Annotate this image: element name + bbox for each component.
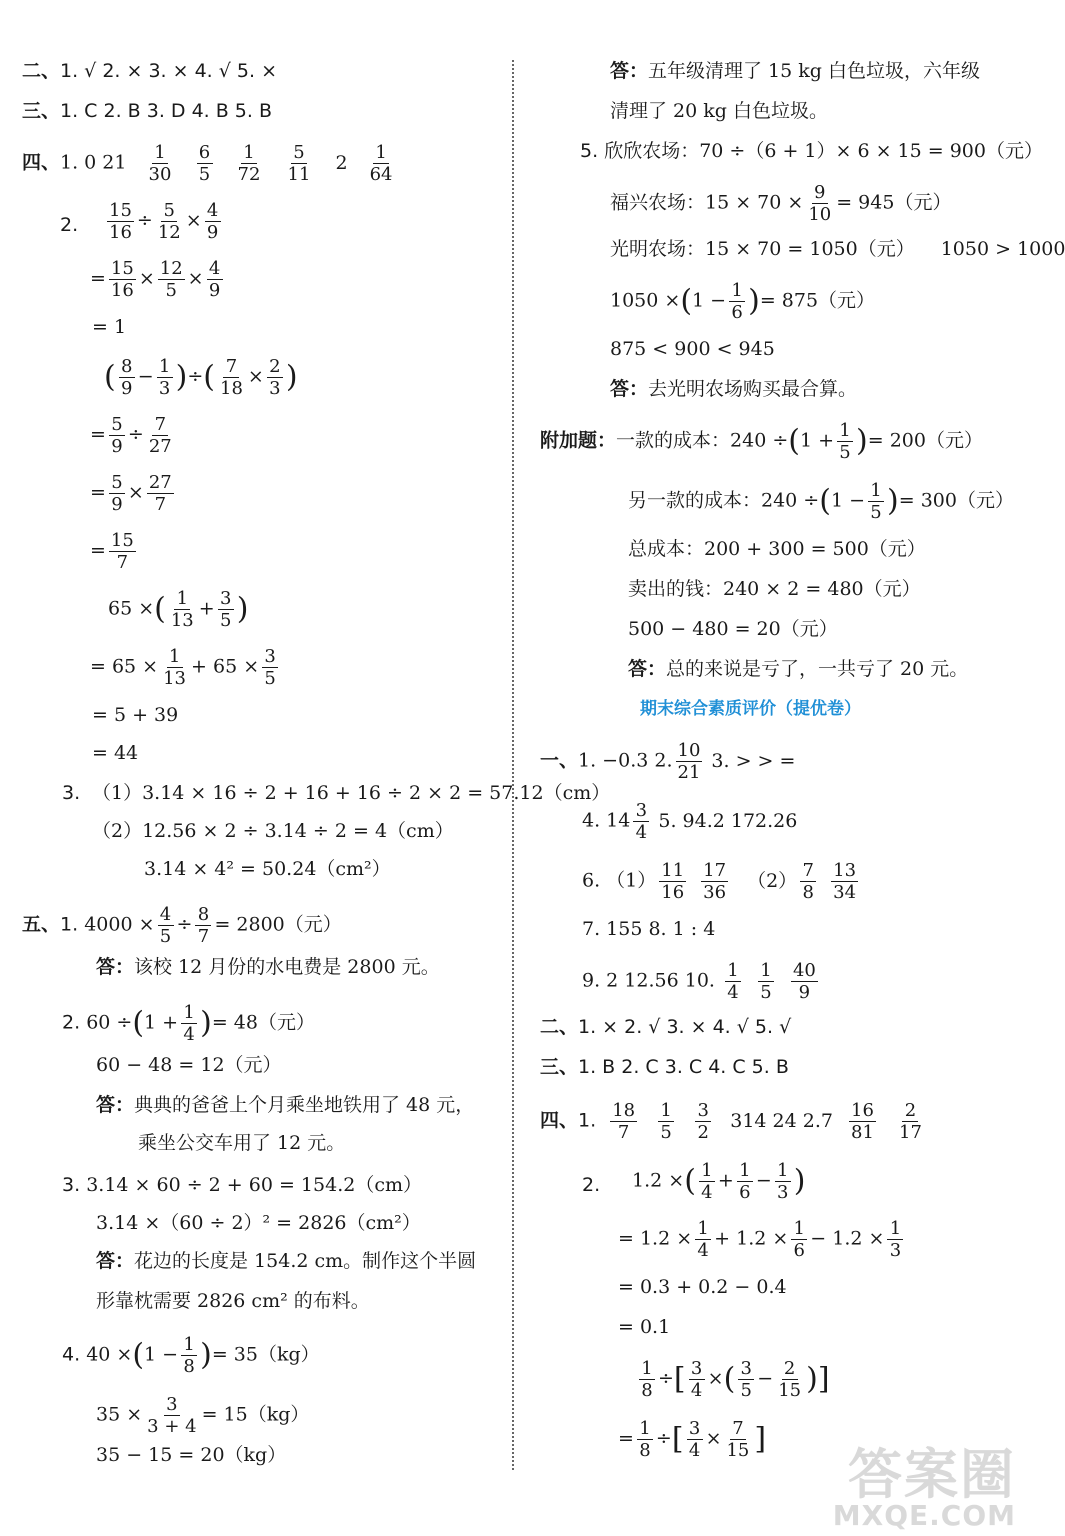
q5-line-3: 光明农场：15 × 70 = 1050（元） 1050 > 1000 — [610, 238, 1065, 260]
fraction: $\frac{15}{16}$ — [110, 258, 134, 301]
fraction: $\frac{1}{64}$ — [369, 142, 393, 185]
fraction: $\frac{3}{4}$ — [687, 1418, 703, 1461]
q5-line-4: 1050 ×(1 − $\frac{1}{6}$ )= 875（元） — [610, 280, 876, 323]
fraction: $\frac{2}{3}$ — [267, 356, 283, 399]
q4-line-2: 35 × $\frac{3}{3 + 4}$ = 15（kg） — [96, 1394, 310, 1437]
q5-line-1: 5. 欣欣农场：70 ÷（6 + 1）× 6 × 15 = 900（元） — [580, 140, 1043, 162]
fraction: $\frac{16}{81}$ — [851, 1100, 874, 1143]
fraction: $\frac{18}{7}$ — [612, 1100, 636, 1143]
fraction: $\frac{4}{9}$ — [207, 258, 223, 301]
column-divider — [512, 60, 514, 1470]
fraction: $\frac{9}{10}$ — [808, 182, 832, 225]
extra-line-1: 附加题：一款的成本：240 ÷(1 + $\frac{1}{5}$ )= 200（元） — [540, 420, 983, 463]
fraction: $\frac{7}{18}$ — [220, 356, 243, 399]
fraction: $\frac{1}{3}$ — [887, 1218, 903, 1261]
answer-1: 答：该校 12 月份的水电费是 2800 元。 — [96, 956, 440, 978]
section-5-q1: 五、1. 4000 × $\frac{4}{5}$ ÷ $\frac{8}{7}$ = 2800（元） — [22, 904, 342, 947]
fraction: $\frac{1}{5}$ — [868, 480, 884, 523]
expr-line-6: = $\frac{5}{9}$ × $\frac{27}{7}$ — [90, 472, 172, 515]
answer-2-cont: 乘坐公交车用了 12 元。 — [138, 1132, 346, 1154]
fraction: $\frac{2}{15}$ — [778, 1358, 802, 1401]
section-label: 四、 — [540, 1109, 579, 1132]
part1-line-2: 4. 14 $\frac{3}{4}$ 5. 94.2 172.26 — [582, 800, 798, 843]
extra-answer: 答：总的来说是亏了，一共亏了 20 元。 — [628, 658, 969, 680]
fraction: $\frac{15}{16}$ — [109, 200, 132, 243]
fraction: $\frac{13}{34}$ — [833, 860, 857, 903]
fraction: $\frac{1}{30}$ — [148, 142, 172, 185]
part4-expr-6: = $\frac{1}{8}$ ÷[ $\frac{3}{4}$ × $\frac{7}{15}$ ] — [618, 1418, 767, 1461]
fraction: $\frac{2}{17}$ — [899, 1100, 922, 1143]
fraction: $\frac{1}{4}$ — [695, 1218, 711, 1261]
fraction: $\frac{1}{13}$ — [163, 646, 187, 689]
answer-value: 2 — [335, 151, 348, 174]
fraction: $\frac{11}{16}$ — [661, 860, 685, 903]
fraction: $\frac{40}{9}$ — [792, 960, 816, 1003]
extra-line-2: 另一款的成本：240 ÷(1 − $\frac{1}{5}$ )= 300（元） — [628, 480, 1014, 523]
fraction: $\frac{4}{9}$ — [205, 200, 221, 243]
part4-expr-3: = 0.3 + 0.2 − 0.4 — [618, 1276, 787, 1298]
expr-line-11: = 44 — [92, 742, 139, 764]
fraction: $\frac{1}{13}$ — [170, 588, 194, 631]
fraction: $\frac{1}{8}$ — [639, 1358, 655, 1401]
section-label: 五、 — [22, 913, 61, 936]
section-2-answers — [22, 58, 277, 84]
fraction: $\frac{7}{8}$ — [800, 860, 816, 903]
part4-expr-2: = 1.2 × $\frac{1}{4}$ + 1.2 × $\frac{1}{6}$ − 1.2 × $\frac{1}{3}$ — [618, 1218, 906, 1261]
question-number: 3. — [62, 782, 81, 804]
question-number: 2. — [60, 214, 79, 236]
fraction: $\frac{3}{5}$ — [218, 588, 234, 631]
q2-line-2: 60 − 48 = 12（元） — [96, 1054, 282, 1076]
answer-4: 答：五年级清理了 15 kg 白色垃圾，六年级 — [610, 60, 980, 82]
fraction: $\frac{1}{5}$ — [658, 1100, 674, 1143]
q4-line-3: 35 − 15 = 20（kg） — [96, 1444, 287, 1466]
section-5-q3: 3. 3.14 × 60 ÷ 2 + 60 = 154.2（cm） — [62, 1174, 422, 1196]
fraction: $\frac{3}{4}$ — [633, 800, 649, 843]
expr-line-7: = $\frac{15}{7}$ — [90, 530, 134, 573]
section-label: 附加题： — [540, 429, 617, 452]
fraction: $\frac{15}{7}$ — [110, 530, 134, 573]
fraction: $\frac{1}{4}$ — [699, 1160, 715, 1203]
fraction: $\frac{12}{5}$ — [159, 258, 183, 301]
fraction: $\frac{5}{9}$ — [109, 414, 125, 457]
fraction: $\frac{3}{5}$ — [738, 1358, 754, 1401]
expr-line-8: 65 ×( $\frac{1}{13}$ + $\frac{3}{5}$ ) — [108, 588, 249, 631]
answers-text: 1. C 2. B 3. D 4. B 5. B — [60, 100, 273, 122]
fraction: $\frac{3}{5}$ — [262, 646, 278, 689]
fraction: $\frac{1}{6}$ — [737, 1160, 753, 1203]
exam-title: 期末综合素质评价（提优卷） — [640, 699, 861, 719]
q3-line-1: （1）3.14 × 16 ÷ 2 + 16 + 16 ÷ 2 × 2 = 57.12（cm） — [92, 782, 611, 804]
part3-answers: 三、1. B 2. C 3. C 4. C 5. B — [540, 1056, 789, 1078]
fraction: $\frac{1}{6}$ — [729, 280, 745, 323]
q3-line-2: （2）12.56 × 2 ÷ 3.14 ÷ 2 = 4（cm） — [92, 820, 454, 842]
fraction: $\frac{1}{4}$ — [725, 960, 741, 1003]
fraction: $\frac{5}{11}$ — [287, 142, 311, 185]
section-3-answers — [22, 98, 272, 124]
expr-line-2: = $\frac{15}{16}$ × $\frac{12}{5}$ × $\frac{4}{9}$ — [90, 258, 226, 301]
extra-line-5: 500 − 480 = 20（元） — [628, 618, 838, 640]
fraction: $\frac{3}{2}$ — [695, 1100, 711, 1143]
q3-line-3: 3.14 × 4² = 50.24（cm²） — [144, 858, 391, 880]
q5-answer: 答：去光明农场购买最合算。 — [610, 378, 858, 400]
answers-text: 1. √ 2. × 3. × 4. √ 5. × — [60, 60, 277, 82]
section-4-q1 — [22, 142, 398, 185]
fraction: $\frac{27}{7}$ — [148, 472, 172, 515]
question-number: 2. — [582, 1174, 601, 1196]
fraction: $\frac{6}{5}$ — [197, 142, 213, 185]
fraction: $\frac{1}{8}$ — [181, 1334, 197, 1377]
expr-line-4: ( $\frac{8}{9}$ − $\frac{1}{3}$ )÷( $\frac{7}{18}$ × $\frac{2}{3}$ ) — [104, 356, 298, 399]
q1-prefix: 1. 0 21 — [60, 151, 127, 174]
fraction: $\frac{8}{7}$ — [195, 904, 211, 947]
fraction: $\frac{4}{5}$ — [158, 904, 174, 947]
fraction: $\frac{1}{72}$ — [237, 142, 261, 185]
fraction: $\frac{3}{4}$ — [689, 1358, 705, 1401]
section-5-q4: 4. 40 ×(1 − $\frac{1}{8}$ )= 35（kg） — [62, 1334, 320, 1377]
part1-line-5: 9. 2 12.56 10. $\frac{1}{4}$ $\frac{1}{5}$ $\frac{40}{9}$ — [582, 960, 816, 1003]
answer-4-cont: 清理了 20 kg 白色垃圾。 — [610, 100, 828, 122]
fraction: $\frac{8}{9}$ — [119, 356, 135, 399]
fraction: $\frac{1}{8}$ — [637, 1418, 653, 1461]
fraction: $\frac{5}{12}$ — [157, 200, 181, 243]
answer-3: 答：花边的长度是 154.2 cm。制作这个半圆 — [96, 1250, 477, 1272]
expr-line-3: = 1 — [92, 316, 127, 338]
part1-line-1: 一、1. −0.3 2. $\frac{10}{21}$ 3. > > = — [540, 740, 796, 783]
watermark-logo: 答案圈 MXQE.COM — [832, 1443, 1016, 1532]
extra-line-3: 总成本：200 + 300 = 500（元） — [628, 538, 926, 560]
section-label: 一、 — [540, 749, 579, 772]
fraction: $\frac{1}{3}$ — [157, 356, 173, 399]
fraction: $\frac{1}{4}$ — [181, 1002, 197, 1045]
expr-line-1: $\frac{15}{16}$ ÷ $\frac{5}{12}$ × $\frac{4}{9}$ — [104, 200, 224, 243]
fraction: $\frac{1}{6}$ — [791, 1218, 807, 1261]
section-label: 四、 — [22, 151, 61, 174]
part4-expr-5: $\frac{1}{8}$ ÷[ $\frac{3}{4}$ ×( $\frac{3}{5}$ − $\frac{2}{15}$ )] — [636, 1358, 830, 1401]
part1-line-4: 7. 155 8. 1 : 4 — [582, 918, 716, 940]
fraction: $\frac{7}{27}$ — [148, 414, 172, 457]
q5-line-5: 875 < 900 < 945 — [610, 338, 775, 360]
expr-line-5: = $\frac{5}{9}$ ÷ $\frac{7}{27}$ — [90, 414, 172, 457]
part2-answers: 二、1. × 2. √ 3. × 4. √ 5. √ — [540, 1016, 792, 1038]
part1-line-3: 6. （1） $\frac{11}{16}$ $\frac{17}{36}$ （2） $\frac{7}{8}$ $\frac{13}{34}$ — [582, 860, 857, 903]
part4-expr-4: = 0.1 — [618, 1316, 671, 1338]
fraction: $\frac{3}{3 + 4}$ — [147, 1394, 197, 1437]
fraction: $\frac{1}{5}$ — [837, 420, 853, 463]
answer-2: 答：典典的爸爸上个月乘坐地铁用了 48 元， — [96, 1094, 475, 1116]
fraction: $\frac{1}{5}$ — [758, 960, 774, 1003]
section-label: 二、 — [22, 60, 61, 82]
part4-expr-1: 1.2 ×( $\frac{1}{4}$ + $\frac{1}{6}$ − $\frac{1}{3}$ ) — [632, 1160, 806, 1203]
section-5-q2: 2. 60 ÷(1 + $\frac{1}{4}$ )= 48（元） — [62, 1002, 315, 1045]
section-label: 三、 — [22, 100, 61, 122]
expr-line-9: = 65 × $\frac{1}{13}$ + 65 × $\frac{3}{5}$ — [90, 646, 281, 689]
fraction: $\frac{10}{21}$ — [677, 740, 701, 783]
expr-line-10: = 5 + 39 — [92, 704, 179, 726]
fraction: $\frac{7}{15}$ — [726, 1418, 750, 1461]
q3-line-2: 3.14 ×（60 ÷ 2）² = 2826（cm²） — [96, 1212, 421, 1234]
extra-line-4: 卖出的钱：240 × 2 = 480（元） — [628, 578, 921, 600]
q5-line-2: 福兴农场：15 × 70 × $\frac{9}{10}$ = 945（元） — [610, 182, 952, 225]
part4-line-1: 四、1. $\frac{18}{7}$ $\frac{1}{5}$ $\frac{3}{2}$ 314 24 2.7 $\frac{16}{81}$ $\frac{2}{17}$ — [540, 1100, 922, 1143]
fraction: $\frac{17}{36}$ — [703, 860, 727, 903]
answer-3-cont: 形靠枕需要 2826 cm² 的布料。 — [96, 1290, 370, 1312]
fraction: $\frac{5}{9}$ — [109, 472, 125, 515]
fraction: $\frac{1}{3}$ — [775, 1160, 791, 1203]
